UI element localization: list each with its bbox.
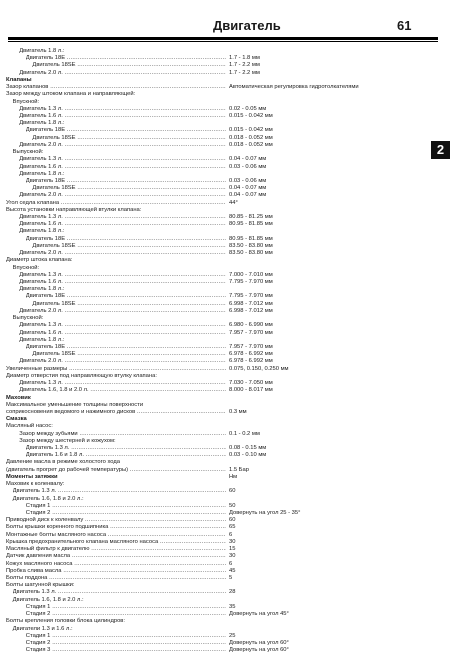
page-title: Двигатель	[213, 18, 281, 33]
spec-row	[0, 286, 430, 293]
section-heading: Маховик	[6, 394, 31, 401]
spec-value: 0.08 - 0.15 мм	[229, 445, 267, 452]
spec-label: Приводной диск к коленвалу .....	[6, 517, 226, 523]
spec-row	[0, 55, 430, 62]
spec-row	[0, 589, 430, 596]
spec-label: Болты крепления головки блока цилиндров:	[6, 618, 125, 625]
spec-label: Стадия 3 .....	[26, 647, 226, 653]
spec-row	[0, 503, 430, 510]
spec-value: 6.998 - 7.012 мм	[229, 307, 273, 314]
spec-label: Двигатель 1.8 л.:	[19, 228, 65, 235]
spec-row	[0, 142, 430, 149]
spec-row	[0, 351, 430, 358]
section-heading: Моменты затяжки	[6, 473, 58, 480]
spec-value: Довернуть на угол 60°	[229, 639, 289, 646]
spec-row	[0, 301, 430, 308]
spec-row	[0, 633, 430, 640]
spec-row	[0, 539, 430, 546]
header-rule	[8, 37, 438, 40]
spec-label: Угол седла клапана .....	[6, 200, 226, 206]
spec-row	[0, 228, 430, 235]
spec-row	[0, 214, 430, 221]
spec-label: Болты крышки коренного подшипника .....	[6, 524, 226, 530]
spec-row	[0, 315, 430, 322]
spec-label: Максимальное уменьшение толщины поверхности	[6, 401, 144, 408]
spec-row	[0, 640, 430, 647]
spec-value: 1.7 - 1.8 мм	[229, 55, 260, 62]
spec-row	[0, 293, 430, 300]
spec-row	[0, 164, 430, 171]
spec-row	[0, 366, 430, 373]
spec-row	[0, 532, 430, 539]
spec-row	[0, 431, 430, 438]
spec-label: Впускной:	[12, 98, 40, 105]
spec-value: 44°	[229, 199, 238, 206]
spec-label: Двигатель 2.0 л. .....	[19, 308, 226, 314]
spec-value: 7.957 - 7.970 мм	[229, 329, 273, 336]
spec-value: 0.04 - 0.07 мм	[229, 185, 267, 192]
spec-label: Двигатель 1.3 л. .....	[26, 445, 226, 451]
spec-value: Довернуть на угол 45°	[229, 611, 289, 618]
spec-value: 30	[229, 538, 236, 545]
spec-value: 6.978 - 6.992 мм	[229, 358, 273, 365]
header-rule-thin	[8, 41, 438, 42]
spec-value: 50	[229, 502, 236, 509]
spec-label: Двигатель 18E .....	[26, 55, 226, 61]
spec-value: 83.50 - 83.80 мм	[229, 250, 273, 257]
spec-value: 35	[229, 603, 236, 610]
spec-value: 0.02 - 0.05 мм	[229, 105, 267, 112]
spec-label: Двигатель 18SE .....	[32, 243, 226, 249]
spec-row	[0, 553, 430, 560]
spec-row	[0, 120, 430, 127]
spec-row	[0, 395, 430, 402]
spec-label: Двигатель 1.8 л.:	[19, 286, 65, 293]
spec-label: Стадия 2 .....	[26, 510, 226, 516]
spec-value: 0.03 - 0.06 мм	[229, 163, 267, 170]
spec-label: Двигатель 18E .....	[26, 236, 226, 242]
spec-row	[0, 647, 430, 654]
spec-label: (двигатель прогрет до рабочей температуры) .....	[6, 467, 226, 473]
spec-label: Двигатель 18SE .....	[32, 62, 226, 68]
spec-row	[0, 496, 430, 503]
spec-label: Диаметр штока клапана:	[6, 257, 73, 264]
spec-row	[0, 409, 430, 416]
spec-row	[0, 481, 430, 488]
spec-label: Двигатель 1.3 л. .....	[13, 589, 226, 595]
spec-label: Двигатель 1.3 л. .....	[19, 156, 226, 162]
spec-label: Двигатель 18E .....	[26, 293, 226, 299]
spec-value: 60	[229, 488, 236, 495]
spec-label: Двигатель 1.8 л.:	[19, 120, 65, 127]
spec-label: Стадия 2 .....	[26, 640, 226, 646]
spec-value: 7.795 - 7.970 мм	[229, 279, 273, 285]
spec-label: соприкосновения ведомого и нажимного дисков .....	[6, 409, 226, 415]
spec-value: 80.85 - 81.25 мм	[229, 214, 273, 221]
spec-label: Выпускной:	[12, 315, 44, 322]
spec-row	[0, 524, 430, 531]
spec-row	[0, 207, 430, 214]
spec-label: Двигатель 2.0 л. .....	[19, 142, 226, 148]
spec-row	[0, 387, 430, 394]
spec-value: 0.015 - 0.042 мм	[229, 127, 273, 134]
spec-label: Двигатель 1.3 л. .....	[19, 272, 226, 278]
spec-value: Автоматическая регулировка гидротолкателями	[229, 84, 359, 91]
spec-row	[0, 257, 430, 264]
spec-label: Маховик к коленвалу:	[6, 481, 65, 488]
spec-label: Двигатель 2.0 л. .....	[19, 358, 226, 364]
spec-value: 0.04 - 0.07 мм	[229, 192, 267, 199]
spec-label: Кожух масляного насоса .....	[6, 561, 226, 567]
spec-value: 0.018 - 0.052 мм	[229, 134, 273, 141]
spec-row	[0, 488, 430, 495]
spec-row	[0, 279, 430, 286]
spec-value: 7.000 - 7.010 мм	[229, 271, 273, 278]
spec-label: Двигатель 1.6 и 1.8 л. .....	[26, 452, 226, 458]
spec-row	[0, 200, 430, 207]
spec-row	[0, 272, 430, 279]
spec-label: Двигатель 1.6, 1.8 и 2.0 л.:	[12, 596, 84, 603]
spec-label: Зазор между штоком клапана и направляющей:	[6, 91, 136, 98]
spec-label: Пробка слива масла .....	[6, 568, 226, 574]
spec-value: 28	[229, 589, 236, 596]
spec-row	[0, 192, 430, 199]
spec-label: Болты шатунной крышки:	[6, 582, 75, 589]
spec-row	[0, 402, 430, 409]
spec-label: Стадия 2 .....	[26, 611, 226, 617]
spec-label: Двигатель 2.0 л. .....	[19, 70, 226, 76]
spec-value: 15	[229, 546, 236, 553]
spec-row	[0, 330, 430, 337]
spec-value: 7.795 - 7.970 мм	[229, 293, 273, 300]
spec-value: 1.7 - 2.2 мм	[229, 62, 260, 69]
chapter-tab: 2	[431, 141, 450, 159]
spec-label: Двигатель 18SE .....	[32, 351, 226, 357]
spec-value: 7.030 - 7.050 мм	[229, 380, 273, 387]
spec-label: Масляный насос:	[6, 423, 53, 430]
spec-label: Двигатель 1.6 л. .....	[19, 279, 226, 285]
spec-row	[0, 171, 430, 178]
spec-row	[0, 510, 430, 517]
spec-label: Двигатель 18SE .....	[32, 185, 226, 191]
spec-row	[0, 135, 430, 142]
spec-value: 83.50 - 83.80 мм	[229, 242, 273, 249]
spec-value: 45	[229, 567, 236, 574]
spec-label: Двигатель 1.3 л. .....	[19, 322, 226, 328]
spec-label: Двигатель 18SE .....	[32, 135, 226, 141]
spec-label: Двигатель 1.8 л.:	[19, 48, 65, 54]
spec-row	[0, 344, 430, 351]
spec-label: Высота установки направляющей втулки клапана:	[6, 206, 142, 213]
spec-value: 8.000 - 8.017 мм	[229, 387, 273, 394]
spec-row	[0, 250, 430, 257]
spec-row	[0, 178, 430, 185]
spec-row	[0, 308, 430, 315]
spec-row	[0, 127, 430, 134]
spec-row	[0, 265, 430, 272]
spec-row	[0, 99, 430, 106]
spec-label: Двигатели 1.3 и 1.6 л.:	[12, 625, 73, 632]
spec-label: Двигатель 1.6, 1.8 и 2.0 л.:	[12, 495, 84, 502]
spec-label: Зазор между зубьями .....	[19, 431, 226, 437]
spec-row	[0, 618, 430, 625]
spec-label: Давление масла в режиме холостого хода	[6, 459, 120, 466]
spec-value: 0.03 - 0.10 мм	[229, 452, 267, 459]
spec-row	[0, 438, 430, 445]
spec-row	[0, 445, 430, 452]
spec-label: Двигатель 1.6, 1.8 и 2.0 л. .....	[19, 387, 226, 393]
spec-label: Зазор между шестерней и кожухом:	[19, 437, 116, 444]
spec-label: Датчик давления масла .....	[6, 553, 226, 559]
spec-value: 6.980 - 6.990 мм	[229, 322, 273, 329]
spec-row	[0, 337, 430, 344]
spec-label: Двигатель 1.6 л. .....	[19, 330, 226, 336]
spec-row	[0, 611, 430, 618]
spec-value: 5	[229, 574, 233, 581]
spec-row	[0, 373, 430, 380]
spec-row	[0, 604, 430, 611]
spec-row	[0, 467, 430, 474]
spec-value: 80.95 - 81.85 мм	[229, 221, 273, 228]
spec-value: Нм	[229, 473, 238, 480]
spec-label: Стадия 1 .....	[26, 604, 226, 610]
spec-label: Увеличенные размеры .....	[6, 366, 226, 372]
spec-row	[0, 62, 430, 69]
spec-value: 6	[229, 531, 233, 538]
spec-row	[0, 156, 430, 163]
spec-value: 1.5 Бар	[229, 466, 249, 473]
spec-row	[0, 416, 430, 423]
spec-value: 6.978 - 6.992 мм	[229, 351, 273, 358]
spec-label: Двигатель 18E .....	[26, 344, 226, 350]
spec-label: Двигатель 1.8 л.:	[19, 336, 65, 343]
spec-label: Двигатель 1.3 л. .....	[19, 106, 226, 112]
spec-row	[0, 582, 430, 589]
spec-value: 25	[229, 632, 236, 639]
spec-label: Выпускной:	[12, 149, 44, 156]
spec-row	[0, 48, 430, 55]
spec-row	[0, 546, 430, 553]
spec-row	[0, 452, 430, 459]
spec-label: Двигатель 1.6 л. .....	[19, 221, 226, 227]
spec-value: 60	[229, 517, 236, 524]
spec-row	[0, 106, 430, 113]
spec-value: 0.015 - 0.042 мм	[229, 112, 273, 119]
spec-row	[0, 221, 430, 228]
spec-label: Стадия 1 .....	[26, 503, 226, 509]
spec-row	[0, 474, 430, 481]
spec-label: Двигатель 18E .....	[26, 127, 226, 133]
spec-label: Зазор клапанов .....	[6, 84, 226, 90]
specification-list	[0, 48, 430, 654]
spec-value: 30	[229, 553, 236, 560]
spec-value: 6	[229, 560, 233, 567]
spec-label: Двигатель 2.0 л. .....	[19, 250, 226, 256]
spec-row	[0, 70, 430, 77]
spec-row	[0, 423, 430, 430]
spec-value: 0.1 - 0.2 мм	[229, 430, 260, 437]
spec-value: 7.957 - 7.970 мм	[229, 343, 273, 350]
spec-row	[0, 185, 430, 192]
section-heading: Клапаны	[6, 76, 32, 83]
spec-row	[0, 626, 430, 633]
spec-label: Двигатель 18SE .....	[32, 301, 226, 307]
spec-value: 0.03 - 0.06 мм	[229, 177, 267, 184]
spec-label: Двигатель 1.3 л. .....	[19, 380, 226, 386]
spec-label: Впускной:	[12, 264, 40, 271]
spec-label: Двигатель 1.6 л. .....	[19, 164, 226, 170]
spec-label: Крышка предохранительного клапана масляного насоса .....	[6, 539, 226, 545]
spec-row	[0, 113, 430, 120]
spec-value: 0.018 - 0.052 мм	[229, 141, 273, 148]
page-number: 61	[397, 18, 412, 33]
spec-value: Довернуть на угол 25 - 35°	[229, 510, 301, 516]
spec-label: Монтажные болты масляного насоса .....	[6, 532, 226, 538]
spec-value: 1.7 - 2.2 мм	[229, 69, 260, 76]
spec-row	[0, 517, 430, 524]
spec-row	[0, 358, 430, 365]
spec-row	[0, 568, 430, 575]
spec-row	[0, 380, 430, 387]
spec-label: Болты поддона .....	[6, 575, 226, 581]
spec-label: Диаметр отверстия под направляющую втулку клапана:	[6, 372, 157, 379]
spec-value: 80.95 - 81.85 мм	[229, 235, 273, 242]
spec-label: Двигатель 1.6 л. .....	[19, 113, 226, 119]
spec-value: 0.04 - 0.07 мм	[229, 156, 267, 163]
spec-value: 0.3 мм	[229, 408, 247, 415]
spec-row	[0, 561, 430, 568]
spec-row	[0, 243, 430, 250]
spec-label: Масляный фильтр к двигателю .....	[6, 546, 226, 552]
spec-value: 65	[229, 524, 236, 531]
spec-value: 6.998 - 7.012 мм	[229, 300, 273, 307]
spec-row	[0, 149, 430, 156]
spec-label: Двигатель 2.0 л. .....	[19, 192, 226, 198]
spec-row	[0, 77, 430, 84]
section-heading: Смазка	[6, 416, 27, 423]
spec-label: Двигатель 1.3 л. .....	[19, 214, 226, 220]
spec-row	[0, 91, 430, 98]
spec-row	[0, 322, 430, 329]
spec-row	[0, 236, 430, 243]
spec-row	[0, 597, 430, 604]
spec-label: Двигатель 18E .....	[26, 178, 226, 184]
spec-label: Двигатель 1.3 л. .....	[13, 488, 226, 494]
spec-row	[0, 459, 430, 466]
spec-label: Двигатель 1.8 л.:	[19, 170, 65, 177]
spec-value: Довернуть на угол 60°	[229, 647, 289, 654]
spec-value: 0.075, 0.150, 0.250 мм	[229, 365, 289, 372]
spec-label: Стадия 1 .....	[26, 633, 226, 639]
